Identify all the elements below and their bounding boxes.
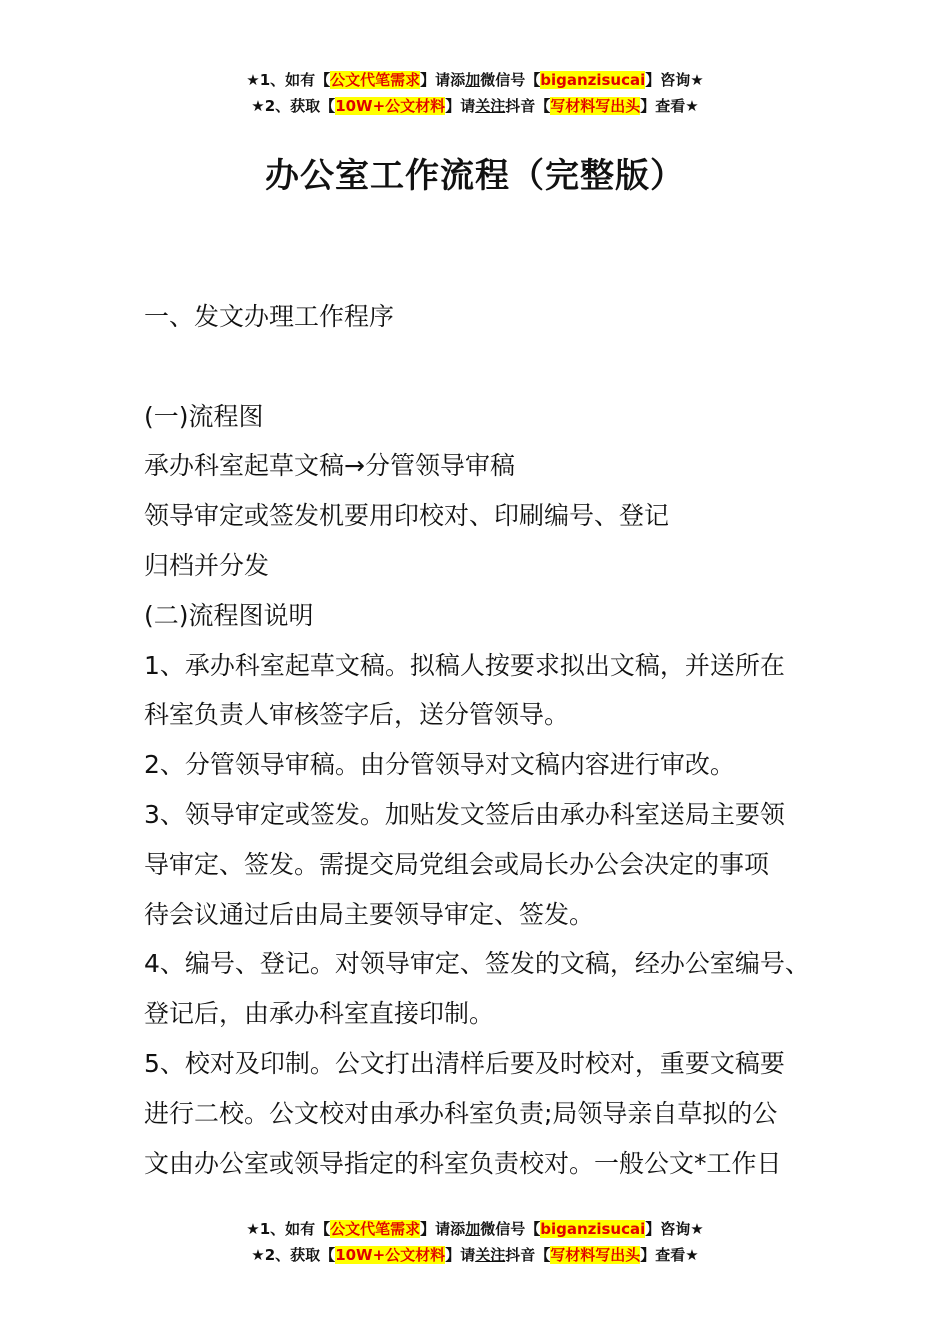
- promo-line-1: [0, 1216, 950, 1242]
- paragraph-line: 领导审定或签发机要用印校对、印刷编号、登记: [144, 501, 670, 531]
- paragraph-line: 文由办公室或领导指定的科室负责校对。一般公文*工作日: [144, 1148, 782, 1178]
- promo-text: 】咨询★: [645, 71, 704, 89]
- paragraph-line: 进行二校。公文校对由承办科室负责;局领导亲自草拟的公: [144, 1098, 778, 1128]
- paragraph-line: 科室负责人审核签字后，送分管领导。: [144, 700, 570, 730]
- promo-text: ★2、获取【: [251, 1246, 336, 1264]
- promo-underline: 关注: [475, 97, 506, 115]
- paragraph-line: 归档并分发: [144, 550, 270, 580]
- promo-line-2: [0, 1242, 950, 1268]
- promo-highlight: biganzisucai: [540, 71, 646, 89]
- promo-underline: 关注: [475, 1246, 506, 1264]
- section-heading: 一、发文办理工作程序: [144, 302, 395, 331]
- promo-text: 抖音【: [505, 97, 551, 115]
- promo-banner-bottom: [0, 1216, 950, 1268]
- promo-line-2: [0, 93, 950, 119]
- paragraph-line: 1、承办科室起草文稿。拟稿人按要求拟出文稿，并送所在: [144, 650, 785, 680]
- paragraph-line: 5、校对及印制。公文打出清样后要及时校对，重要文稿要: [144, 1048, 785, 1078]
- promo-underline: 加: [465, 1220, 481, 1238]
- promo-text: 微信号【: [480, 1220, 541, 1238]
- paragraph-line: 导审定、签发。需提交局党组会或局长办公会决定的事项: [144, 849, 770, 879]
- promo-text: 】请添: [420, 71, 466, 89]
- subsection-heading: (二)流程图说明: [144, 600, 314, 630]
- paragraph-line: 承办科室起草文稿→分管领导审稿: [144, 451, 515, 481]
- promo-text: 】请添: [420, 1220, 466, 1238]
- paragraph-line: 登记后，由承办科室直接印制。: [144, 999, 495, 1029]
- paragraph-line: 待会议通过后由局主要领导审定、签发。: [144, 899, 595, 929]
- promo-line-1: [0, 67, 950, 93]
- promo-underline: 加: [465, 71, 481, 89]
- promo-highlight: 10W+公文材料: [335, 97, 446, 115]
- paragraph-line: 4、编号、登记。对领导审定、签发的文稿，经办公室编号、: [144, 949, 810, 979]
- promo-text: 抖音【: [505, 1246, 551, 1264]
- promo-text: ★2、获取【: [251, 97, 336, 115]
- promo-text: 】请: [445, 1246, 476, 1264]
- subsection-heading: (一)流程图: [144, 401, 264, 431]
- promo-banner-top: [0, 67, 950, 119]
- promo-highlight: 公文代笔需求: [330, 1220, 421, 1238]
- promo-text: ★1、如有【: [246, 1220, 331, 1238]
- promo-text: 】查看★: [640, 97, 699, 115]
- promo-text: ★1、如有【: [246, 71, 331, 89]
- promo-highlight: 写材料写出头: [550, 1246, 641, 1264]
- promo-highlight: 10W+公文材料: [335, 1246, 446, 1264]
- promo-text: 微信号【: [480, 71, 541, 89]
- promo-highlight: 公文代笔需求: [330, 71, 421, 89]
- promo-text: 】请: [445, 97, 476, 115]
- paragraph-line: 3、领导审定或签发。加贴发文签后由承办科室送局主要领: [144, 799, 785, 829]
- paragraph-line: 2、分管领导审稿。由分管领导对文稿内容进行审改。: [144, 750, 735, 780]
- promo-text: 】查看★: [640, 1246, 699, 1264]
- document-body: [144, 292, 824, 1188]
- promo-highlight: 写材料写出头: [550, 97, 641, 115]
- document-title: 办公室工作流程（完整版）: [265, 156, 685, 196]
- promo-highlight: biganzisucai: [540, 1220, 646, 1238]
- promo-text: 】咨询★: [645, 1220, 704, 1238]
